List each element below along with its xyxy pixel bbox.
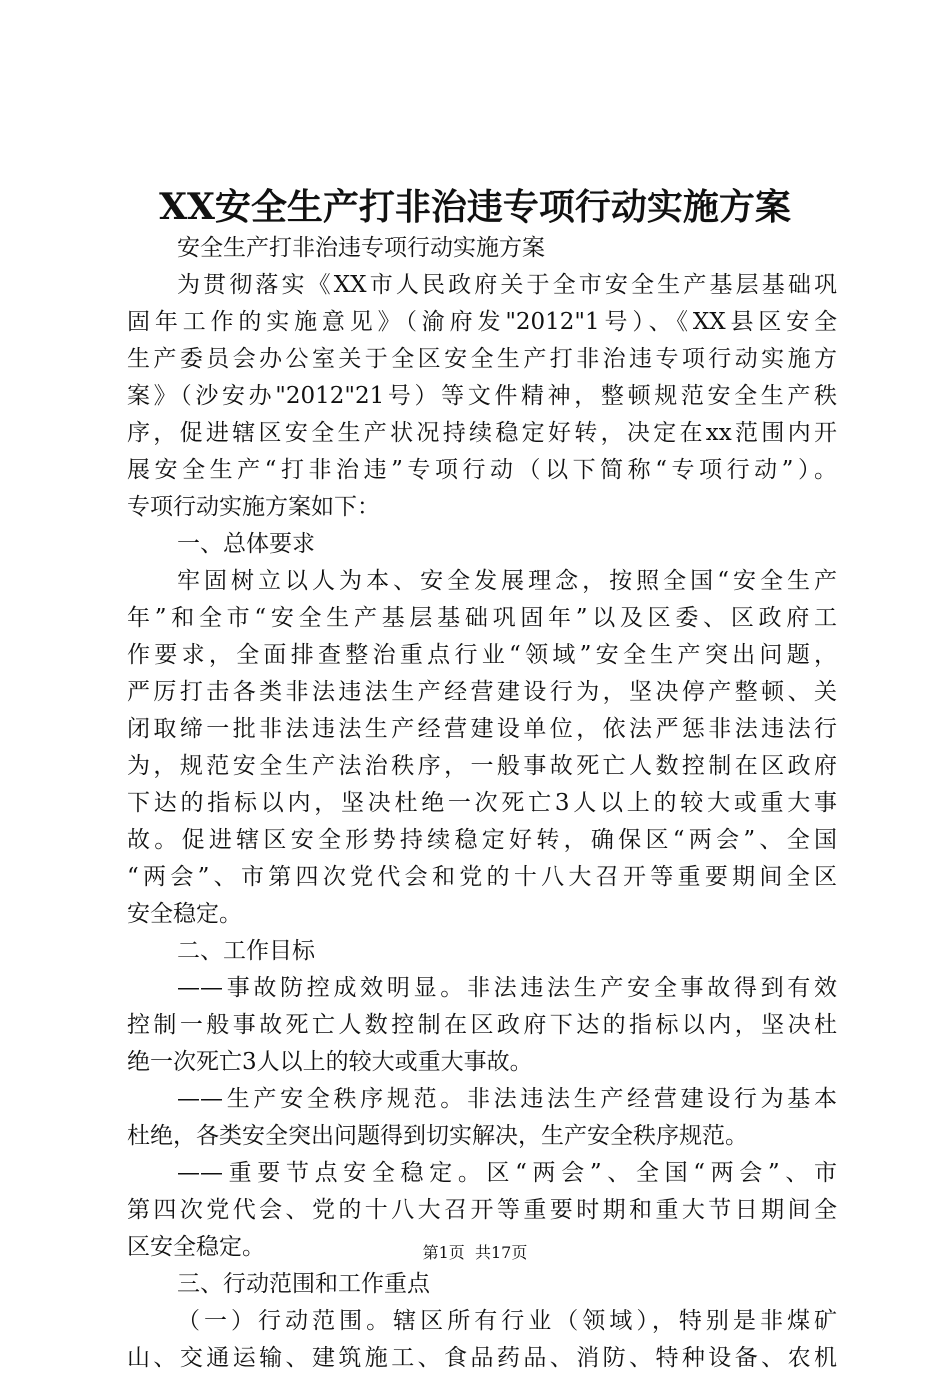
text-line: 闭取缔一批非法违法生产经营建设单位，依法严惩非法违法行 — [127, 716, 837, 742]
text-line: 专项行动实施方案如下： — [127, 494, 380, 520]
text-line: 为贯彻落实《XX市人民政府关于全市安全生产基层基础巩 — [177, 272, 837, 298]
text-line: 三、行动范围和工作重点 — [177, 1271, 430, 1297]
text-line: 杜绝，各类安全突出问题得到切实解决，生产安全秩序规范。 — [127, 1123, 748, 1149]
text-line: 山、交通运输、建筑施工、食品药品、消防、特种设备、农机 — [127, 1345, 837, 1371]
text-line: 固年工作的实施意见》（渝府发"2012"1号）、《XX县区安全 — [127, 309, 837, 335]
page-number: 第1页 — [422, 1243, 465, 1262]
page-total: 共17页 — [474, 1243, 528, 1262]
text-line: 案》（沙安办"2012"21号）等文件精神，整顿规范安全生产秩 — [127, 383, 837, 409]
text-line: 安全稳定。 — [127, 901, 242, 927]
text-line: ——生产安全秩序规范。非法违法生产经营建设行为基本 — [177, 1086, 837, 1112]
text-line: 作要求，全面排查整治重点行业“领域”安全生产突出问题， — [127, 642, 837, 668]
document-body — [127, 230, 837, 1377]
text-line: 故。促进辖区安全形势持续稳定好转，确保区“两会”、全国 — [127, 827, 837, 853]
text-line: 安全生产打非治违专项行动实施方案 — [177, 235, 545, 261]
text-line: 为，规范安全生产法治秩序，一般事故死亡人数控制在区政府 — [127, 753, 837, 779]
text-line: 生产委员会办公室关于全区安全生产打非治违专项行动实施方 — [127, 346, 837, 372]
page-footer — [0, 1242, 950, 1264]
text-line: “两会”、市第四次党代会和党的十八大召开等重要期间全区 — [127, 864, 837, 890]
text-line: 区安全稳定。 — [127, 1234, 265, 1260]
text-line: 牢固树立以人为本、安全发展理念，按照全国“安全生产 — [177, 568, 837, 594]
text-line: 下达的指标以内，坚决杜绝一次死亡3人以上的较大或重大事 — [127, 790, 837, 816]
text-line: 严厉打击各类非法违法生产经营建设行为，坚决停产整顿、关 — [127, 679, 837, 705]
text-line: 第四次党代会、党的十八大召开等重要时期和重大节日期间全 — [127, 1197, 837, 1223]
text-line: 序，促进辖区安全生产状况持续稳定好转，决定在xx范围内开 — [127, 420, 837, 446]
text-line: 展安全生产“打非治违”专项行动（以下简称“专项行动”）。 — [127, 457, 837, 483]
text-line: （一）行动范围。辖区所有行业（领域），特别是非煤矿 — [177, 1308, 837, 1334]
text-line: 年”和全市“安全生产基层基础巩固年”以及区委、区政府工 — [127, 605, 837, 631]
text-line: 二、工作目标 — [177, 938, 315, 964]
text-line: 绝一次死亡3人以上的较大或重大事故。 — [127, 1049, 533, 1075]
text-line: ——重要节点安全稳定。区“两会”、全国“两会”、市 — [177, 1160, 837, 1186]
text-line: 一、总体要求 — [177, 531, 315, 557]
text-line: 控制一般事故死亡人数控制在区政府下达的指标以内，坚决杜 — [127, 1012, 837, 1038]
text-line: ——事故防控成效明显。非法违法生产安全事故得到有效 — [177, 975, 837, 1001]
document-title: XX安全生产打非治违专项行动实施方案 — [159, 186, 791, 228]
